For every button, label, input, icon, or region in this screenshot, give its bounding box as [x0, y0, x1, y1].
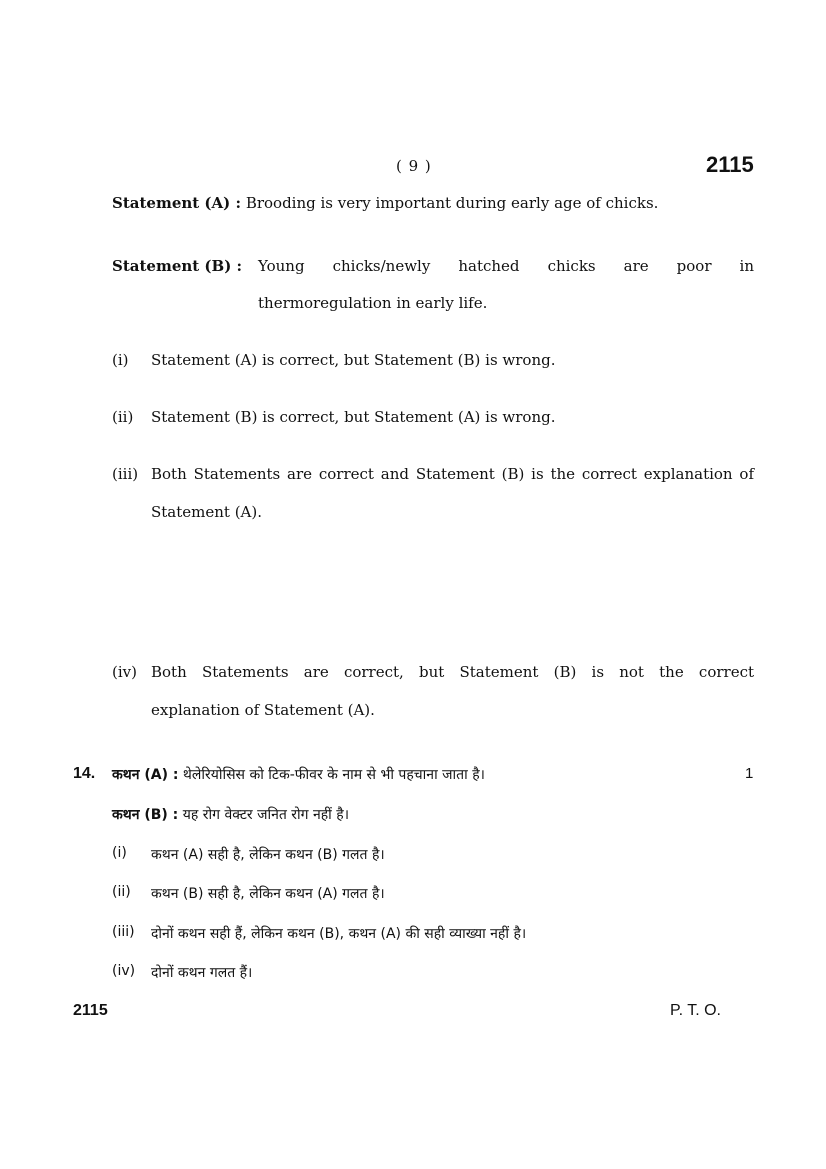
paper-code-header: 2115 — [706, 152, 754, 177]
q13-statement-b-line2: thermoregulation in early life. — [258, 294, 488, 312]
q14-statement-a-text: थेलेरियोसिस को टिक-फीवर के नाम से भी पहचाना जाता है। — [182, 767, 485, 783]
page-number: ( 9 ) — [396, 157, 432, 175]
q14-option-1-number: (i) — [112, 845, 127, 861]
q14-option-3-text: दोनों कथन सही हैं, लेकिन कथन (B), कथन (A) की सही व्याख्या नहीं है। — [151, 926, 527, 942]
q14-option-4-text: दोनों कथन गलत हैं। — [151, 965, 253, 981]
q14-statement-b — [112, 805, 349, 824]
q13-statement-b-label: Statement (B) : — [112, 257, 243, 275]
q14-option-2-number: (ii) — [112, 884, 131, 900]
q14-option-4-number: (iv) — [112, 963, 136, 979]
q14-statement-a — [112, 765, 485, 784]
q13-option-2-number: (ii) — [112, 408, 134, 426]
q14-option-1-text: कथन (A) सही है, लेकिन कथन (B) गलत है। — [151, 847, 385, 863]
q13-statement-a-text: Brooding is very important during early age of chicks. — [245, 194, 659, 212]
q13-option-4-line2: explanation of Statement (A). — [151, 701, 375, 719]
q13-statement-b-line1: Young chicks/newly hatched chicks are poor in — [258, 257, 754, 275]
paper-code-footer: 2115 — [73, 1002, 108, 1019]
q13-option-3-number: (iii) — [112, 465, 139, 483]
q13-option-3-line1: Both Statements are correct and Statement (B) is the correct explanation of — [151, 465, 754, 483]
q13-option-2-text: Statement (B) is correct, but Statement (A) is wrong. — [151, 408, 556, 426]
q13-option-3-line2: Statement (A). — [151, 503, 263, 521]
q14-marks: 1 — [745, 765, 754, 782]
q14-option-3-number: (iii) — [112, 924, 135, 940]
q13-statement-a — [112, 196, 658, 211]
q13-option-4-number: (iv) — [112, 663, 137, 681]
q14-number: 14. — [73, 765, 96, 782]
q14-statement-a-label: कथन (A) : — [112, 767, 179, 783]
page-turn-over: P. T. O. — [670, 1002, 721, 1019]
q13-option-1-text: Statement (A) is correct, but Statement (B) is wrong. — [151, 351, 556, 369]
q14-statement-b-text: यह रोग वेक्टर जनित रोग नहीं है। — [182, 807, 350, 823]
q13-statement-a-label: Statement (A) : — [112, 194, 242, 212]
q13-option-1-number: (i) — [112, 351, 129, 369]
q13-option-4-line1: Both Statements are correct, but Statement (B) is not the correct — [151, 663, 754, 681]
q14-option-2-text: कथन (B) सही है, लेकिन कथन (A) गलत है। — [151, 886, 385, 902]
q14-statement-b-label: कथन (B) : — [112, 807, 179, 823]
